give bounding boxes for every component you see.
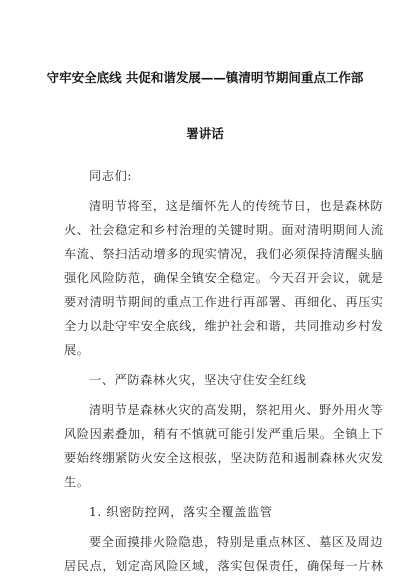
section-heading: 一、严防森林火灾，坚决守住安全红线 (89, 373, 307, 387)
body-line: 全力以赴守牢安全底线，维护社会和谐，共同推动乡村发 (64, 319, 384, 333)
title-line-2: 署讲话 (186, 126, 224, 141)
body-line: 强化风险防范，确保全镇安全稳定。今天召开会议，就是 (64, 271, 384, 285)
body-line: 生。 (64, 475, 90, 489)
body-line: 清明节将至，这是缅怀先人的传统节日，也是森林防 (89, 199, 384, 213)
title-line-1: 守牢安全底线 共促和谐发展——镇清明节期间重点工作部 (46, 70, 364, 85)
body-line: 居民点，划定高风险区域，落实包保责任，确保每一片林 (64, 559, 384, 573)
salutation: 同志们: (89, 169, 133, 183)
subsection-heading: 1. 织密防控网，落实全覆盖监管 (89, 505, 273, 519)
body-line: 火、社会稳定和乡村治理的关键时期。面对清明期间人流 (64, 223, 384, 237)
body-line: 要对清明节期间的重点工作进行再部署、再细化、再压实 (64, 295, 384, 309)
body-line: 车流、祭扫活动增多的现实情况，我们必须保持清醒头脑 (64, 247, 384, 261)
body-line: 要全面摸排火险隐患，特别是重点林区、墓区及周边 (89, 535, 384, 549)
body-line: 展。 (64, 343, 90, 357)
body-line: 清明节是森林火灾的高发期，祭祀用火、野外用火等 (89, 403, 384, 417)
body-line: 风险因素叠加，稍有不慎就可能引发严重后果。全镇上下 (64, 427, 384, 441)
body-line: 要始终绷紧防火安全这根弦，坚决防范和遏制森林火灾发 (64, 451, 384, 465)
